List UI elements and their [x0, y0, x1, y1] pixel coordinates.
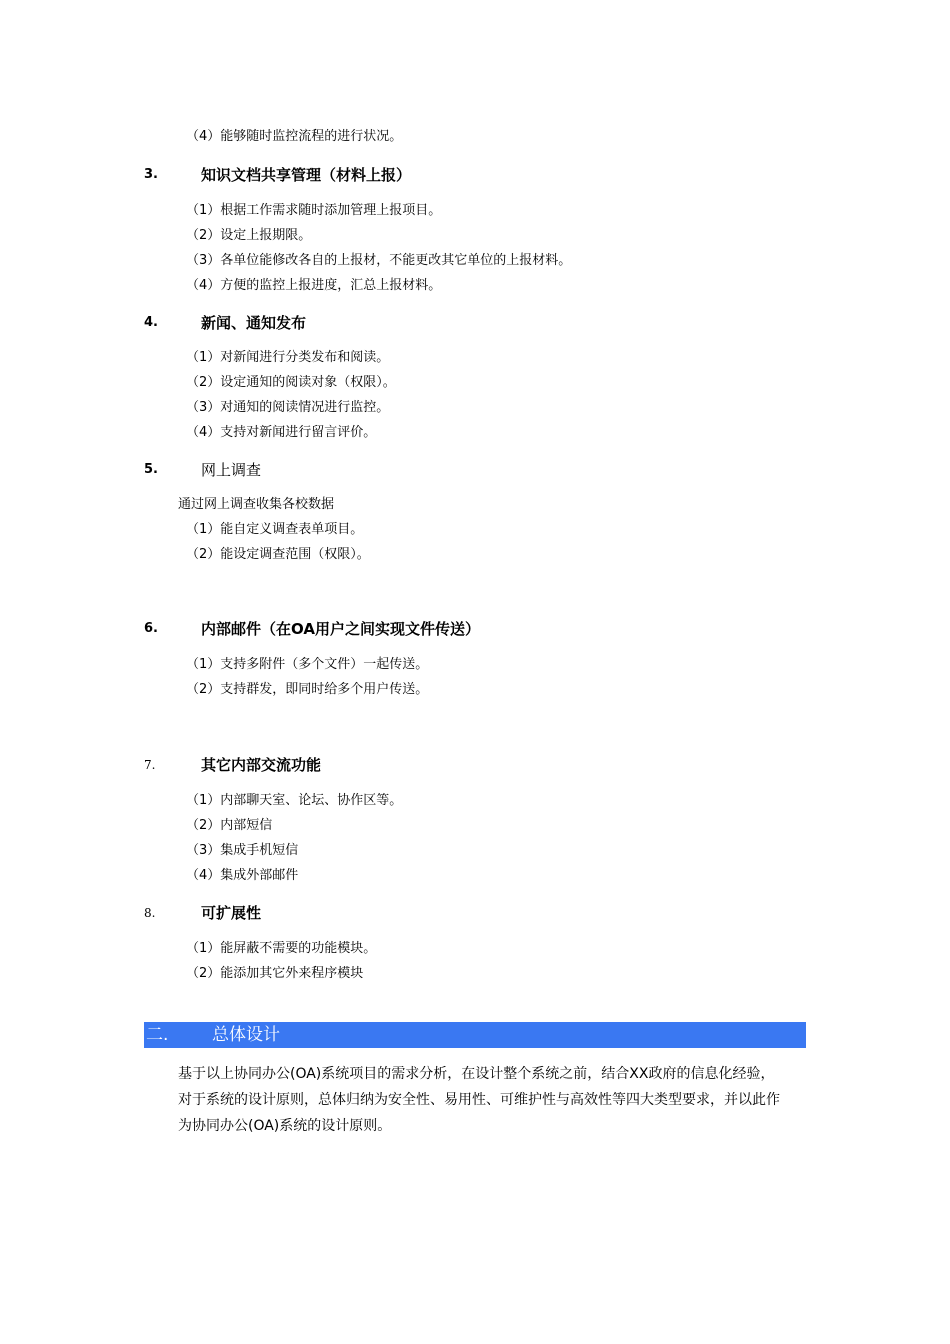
list-item: （4）方便的监控上报进度，汇总上报材料。: [186, 278, 442, 293]
chapter-number: 二.: [146, 1025, 169, 1045]
list-item: （2）能添加其它外来程序模块: [186, 966, 364, 981]
section-title: 内部邮件（在OA用户之间实现文件传送）: [201, 620, 480, 638]
section-intro: 通过网上调查收集各校数据: [178, 497, 335, 512]
section-title: 网上调查: [201, 461, 262, 479]
list-item: （3）各单位能修改各自的上报材，不能更改其它单位的上报材料。: [186, 253, 572, 268]
list-item: （2）内部短信: [186, 818, 273, 833]
list-item: （1）能屏蔽不需要的功能模块。: [186, 941, 377, 956]
list-item: （1）内部聊天室、论坛、协作区等。: [186, 793, 403, 808]
chapter-title: 总体设计: [212, 1025, 280, 1045]
chapter-heading-bar: [144, 1022, 806, 1048]
paragraph-line: 对于系统的设计原则，总体归纳为安全性、易用性、可维护性与高效性等四大类型要求，并以此作: [178, 1092, 780, 1108]
list-item: （1）能自定义调查表单项目。: [186, 522, 364, 537]
section-number: 5.: [144, 462, 158, 477]
section-title: 可扩展性: [201, 904, 262, 922]
section-number: 8.: [144, 906, 156, 920]
list-item: （2）设定上报期限。: [186, 228, 312, 243]
list-item: （1）根据工作需求随时添加管理上报项目。: [186, 203, 442, 218]
section-title: 其它内部交流功能: [201, 756, 322, 774]
list-item: （3）集成手机短信: [186, 843, 299, 858]
paragraph-line: 为协同办公(OA)系统的设计原则。: [178, 1118, 392, 1134]
section-title: 知识文档共享管理（材料上报）: [201, 166, 412, 184]
list-item: （4）支持对新闻进行留言评价。: [186, 425, 377, 440]
section-number: 3.: [144, 167, 158, 182]
list-item: （2）设定通知的阅读对象（权限）。: [186, 375, 396, 390]
list-item: （2）能设定调查范围（权限）。: [186, 547, 370, 562]
section-title: 新闻、通知发布: [201, 314, 307, 332]
body-paragraph: [178, 1061, 810, 1139]
list-item: （2）支持群发，即同时给多个用户传送。: [186, 682, 429, 697]
list-item: （1）对新闻进行分类发布和阅读。: [186, 350, 390, 365]
list-item: （1）支持多附件（多个文件）一起传送。: [186, 657, 429, 672]
paragraph-line: 基于以上协同办公(OA)系统项目的需求分析，在设计整个系统之前，结合XX政府的信息化经验，: [178, 1066, 775, 1082]
list-item: （4）集成外部邮件: [186, 868, 299, 883]
section-number: 6.: [144, 621, 158, 636]
list-item: （3）对通知的阅读情况进行监控。: [186, 400, 390, 415]
section-number: 7.: [144, 758, 156, 772]
list-item: （4）能够随时监控流程的进行状况。: [186, 129, 403, 144]
section-number: 4.: [144, 315, 158, 330]
